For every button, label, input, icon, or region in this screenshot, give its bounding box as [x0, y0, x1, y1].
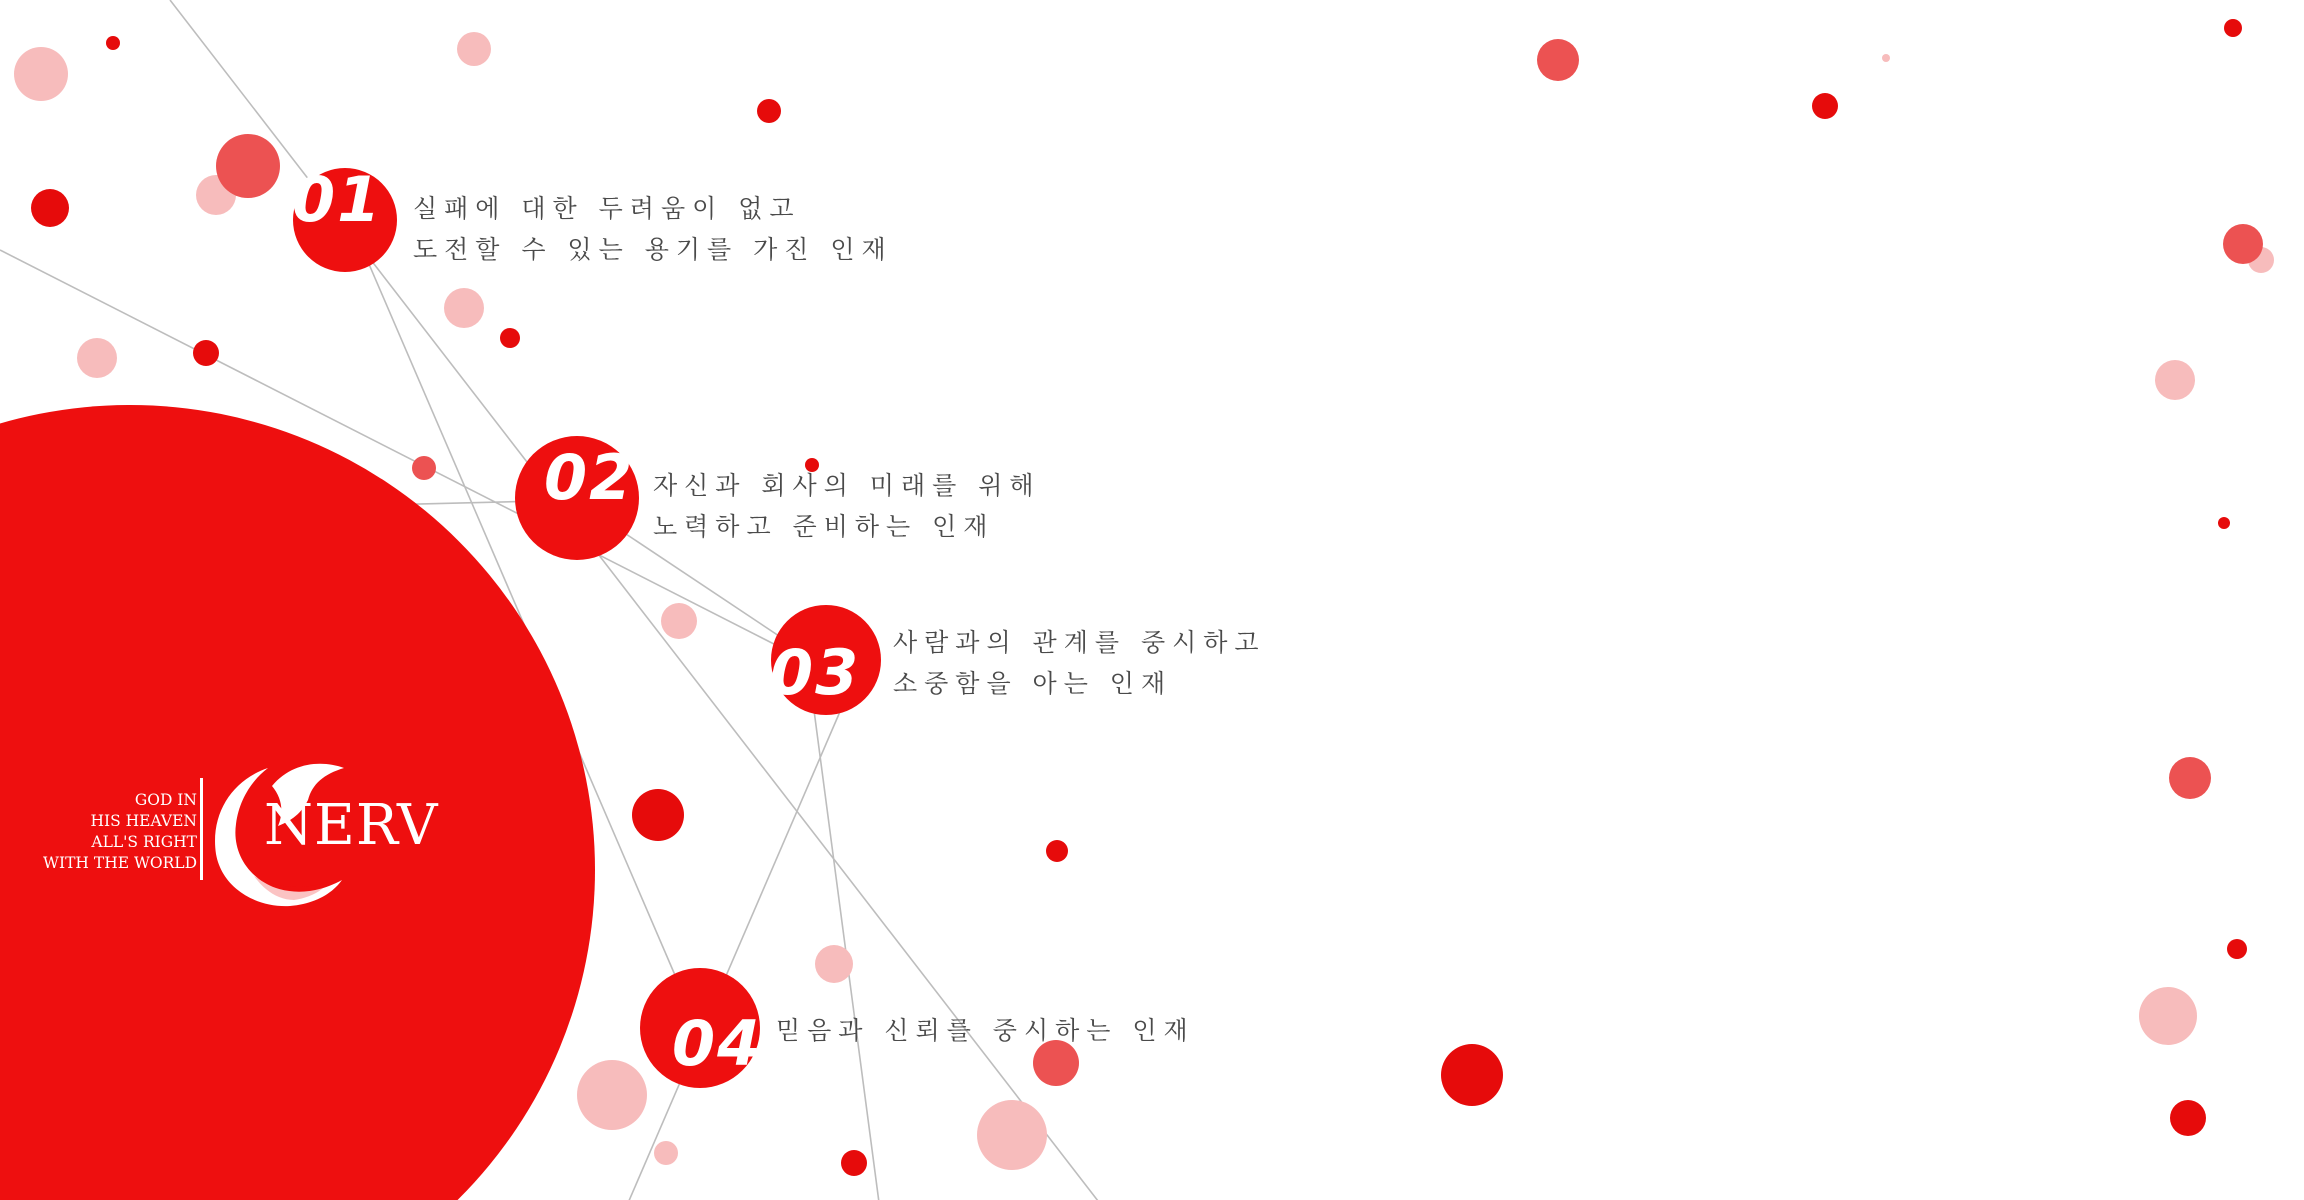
decor-dot — [216, 134, 280, 198]
decor-dot — [1882, 54, 1890, 62]
point-03-line-2: 소중함을 아는 인재 — [893, 669, 1173, 698]
point-02-text — [653, 465, 1041, 547]
brand-wordmark: NERV — [264, 793, 439, 858]
decor-dot — [654, 1141, 678, 1165]
decor-dot — [2155, 360, 2195, 400]
point-03-number: 03 — [770, 636, 861, 709]
decor-dot — [757, 99, 781, 123]
decor-dot — [106, 36, 120, 50]
point-01-line-1: 실패에 대한 두려움이 없고 — [413, 194, 801, 223]
tagline-line-2: HIS HEAVEN — [90, 812, 197, 830]
decor-dot — [1537, 39, 1579, 81]
decor-dot — [193, 340, 219, 366]
tagline-line-4: WITH THE WORLD — [43, 854, 197, 872]
tagline-line-3: ALL'S RIGHT — [91, 833, 197, 851]
decor-dot — [77, 338, 117, 378]
decor-dot — [977, 1100, 1047, 1170]
decor-dot — [1441, 1044, 1503, 1106]
point-02-line-1: 자신과 회사의 미래를 위해 — [653, 471, 1041, 500]
point-04-number: 04 — [672, 1007, 763, 1080]
logo-divider — [200, 778, 203, 880]
decor-dot — [444, 288, 484, 328]
decor-dot — [1812, 93, 1838, 119]
network-line — [625, 700, 845, 1200]
point-03-line-1: 사람과의 관계를 중시하고 — [893, 628, 1266, 657]
decor-dot — [577, 1060, 647, 1130]
decor-dot — [2218, 517, 2230, 529]
decor-dot — [31, 189, 69, 227]
decor-dot — [2227, 939, 2247, 959]
decor-dot — [457, 32, 491, 66]
point-04-line-1: 믿음과 신뢰를 중시하는 인재 — [776, 1016, 1195, 1045]
decor-dot — [1046, 840, 1068, 862]
decor-dot — [2223, 224, 2263, 264]
decor-dot — [2170, 1100, 2206, 1136]
logo-tagline — [43, 790, 197, 874]
point-04-text — [776, 1010, 1195, 1051]
point-02-number: 02 — [544, 441, 635, 514]
point-01-number: 01 — [292, 163, 383, 236]
decor-dot — [632, 789, 684, 841]
point-01-text — [413, 188, 893, 270]
decor-dot — [14, 47, 68, 101]
decor-dot — [2169, 757, 2211, 799]
decor-dot — [841, 1150, 867, 1176]
decor-dot — [661, 603, 697, 639]
decor-dot — [2224, 19, 2242, 37]
tagline-line-1: GOD IN — [134, 791, 197, 809]
point-02-line-2: 노력하고 준비하는 인재 — [653, 512, 995, 541]
point-01-line-2: 도전할 수 있는 용기를 가진 인재 — [413, 235, 893, 264]
decor-dot — [412, 456, 436, 480]
point-03-text — [893, 622, 1266, 704]
decor-dot — [500, 328, 520, 348]
decor-dot — [2139, 987, 2197, 1045]
decor-dot — [815, 945, 853, 983]
